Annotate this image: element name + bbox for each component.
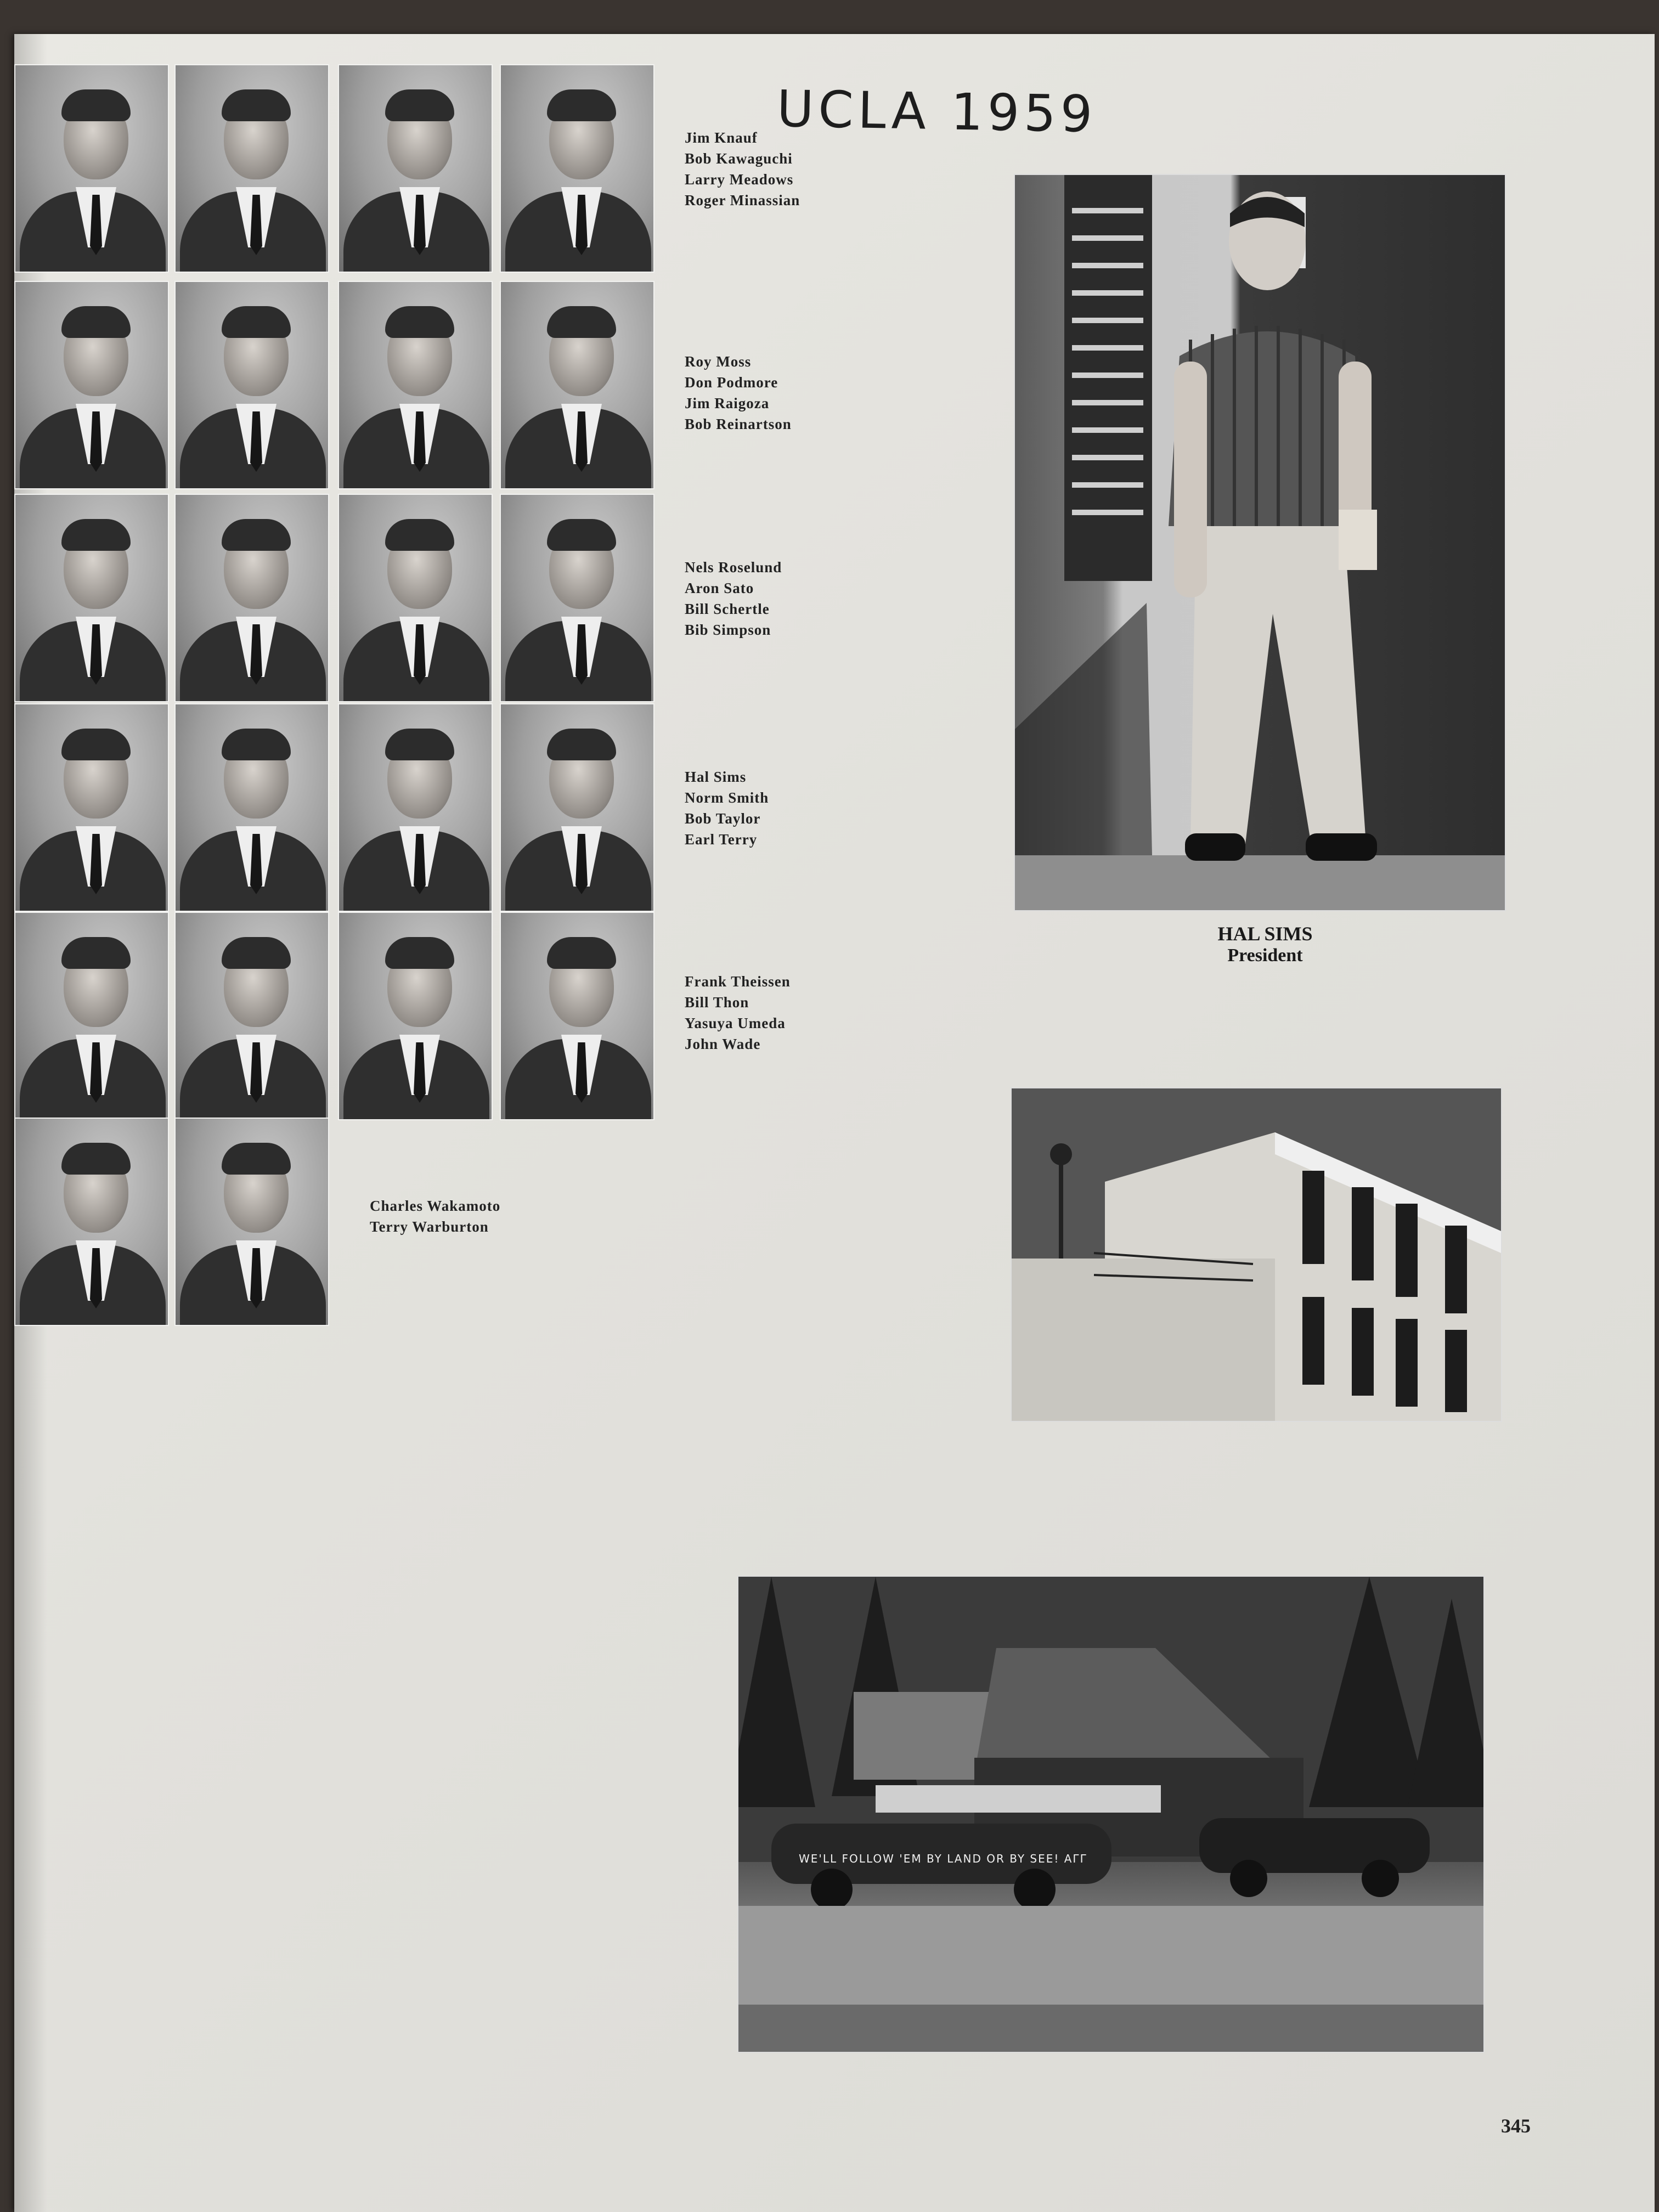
member-portrait — [14, 1118, 169, 1326]
member-name: Earl Terry — [685, 831, 758, 848]
portrait-hair — [222, 89, 291, 121]
member-name: Larry Meadows — [685, 171, 794, 188]
member-name: Bib Simpson — [685, 622, 771, 638]
name-list-row-3 — [685, 557, 782, 640]
portrait-hair — [222, 1143, 291, 1175]
mountain-lodge-illustration — [738, 1577, 1483, 2052]
member-portrait — [500, 703, 654, 912]
portrait-hair — [385, 937, 454, 969]
car-slogan: WE'LL FOLLOW 'EM BY LAND OR BY SEE! AΓΓ — [799, 1852, 1087, 1865]
portrait-hair — [547, 937, 616, 969]
member-name: Jim Knauf — [685, 129, 758, 146]
portrait-hair — [61, 729, 131, 760]
member-name: Bob Kawaguchi — [685, 150, 793, 167]
president-photo — [1014, 174, 1506, 911]
chapter-house-photo — [1011, 1087, 1502, 1422]
member-name: Don Podmore — [685, 374, 778, 391]
member-portrait — [338, 703, 493, 912]
member-name: Hal Sims — [685, 769, 747, 785]
member-portrait — [338, 64, 493, 273]
member-name: Roger Minassian — [685, 192, 800, 208]
portrait-hair — [222, 729, 291, 760]
member-portrait — [174, 703, 329, 912]
member-portrait — [500, 281, 654, 489]
name-list-row-1 — [685, 127, 800, 211]
handwritten-note: UCLA 1959 — [776, 79, 1098, 144]
portrait-hair — [547, 89, 616, 121]
chapter-house-illustration — [1012, 1088, 1501, 1421]
member-portrait — [14, 912, 169, 1120]
name-list-row-4 — [685, 766, 769, 850]
member-portrait — [174, 912, 329, 1120]
name-list-row-2 — [685, 351, 792, 435]
member-name: John Wade — [685, 1036, 761, 1052]
member-portrait — [14, 494, 169, 702]
member-portrait — [174, 494, 329, 702]
member-portrait — [174, 281, 329, 489]
portrait-hair — [385, 89, 454, 121]
portrait-hair — [222, 519, 291, 551]
portrait-hair — [61, 1143, 131, 1175]
member-portrait — [338, 494, 493, 702]
member-portrait — [14, 281, 169, 489]
portrait-hair — [385, 306, 454, 338]
president-photo-illustration — [1015, 175, 1505, 910]
member-portrait — [174, 1118, 329, 1326]
member-portrait — [174, 64, 329, 273]
member-name: Yasuya Umeda — [685, 1015, 786, 1031]
member-name: Bill Schertle — [685, 601, 770, 617]
member-portrait — [500, 912, 654, 1120]
portrait-hair — [385, 729, 454, 760]
member-name: Norm Smith — [685, 789, 769, 806]
name-list-row-5 — [685, 971, 791, 1054]
member-portrait — [338, 912, 493, 1120]
portrait-hair — [61, 89, 131, 121]
portrait-hair — [547, 519, 616, 551]
portrait-hair — [61, 306, 131, 338]
member-name: Roy Moss — [685, 353, 752, 370]
name-list-row-6 — [370, 1195, 500, 1237]
member-portrait — [500, 64, 654, 273]
member-name: Frank Theissen — [685, 973, 791, 990]
president-title: President — [1227, 945, 1303, 966]
portrait-hair — [61, 937, 131, 969]
portrait-hair — [385, 519, 454, 551]
portrait-hair — [222, 937, 291, 969]
member-portrait — [14, 703, 169, 912]
member-portrait — [500, 494, 654, 702]
member-name: Aron Sato — [685, 580, 754, 596]
member-name: Bob Taylor — [685, 810, 761, 827]
member-name: Charles Wakamoto — [370, 1198, 501, 1214]
portrait-hair — [61, 519, 131, 551]
portrait-hair — [547, 306, 616, 338]
member-name: Terry Warburton — [370, 1218, 489, 1235]
member-name: Bill Thon — [685, 994, 749, 1011]
member-portrait — [338, 281, 493, 489]
member-name: Jim Raigoza — [685, 395, 770, 411]
portrait-hair — [547, 729, 616, 760]
yearbook-page — [14, 34, 1655, 2212]
member-portrait — [14, 64, 169, 273]
mountain-lodge-photo — [737, 1576, 1485, 2053]
member-name: Nels Roselund — [685, 559, 782, 575]
page-number: 345 — [1501, 2115, 1531, 2137]
president-name: HAL SIMS — [1217, 923, 1313, 945]
portrait-hair — [222, 306, 291, 338]
member-name: Bob Reinartson — [685, 416, 792, 432]
